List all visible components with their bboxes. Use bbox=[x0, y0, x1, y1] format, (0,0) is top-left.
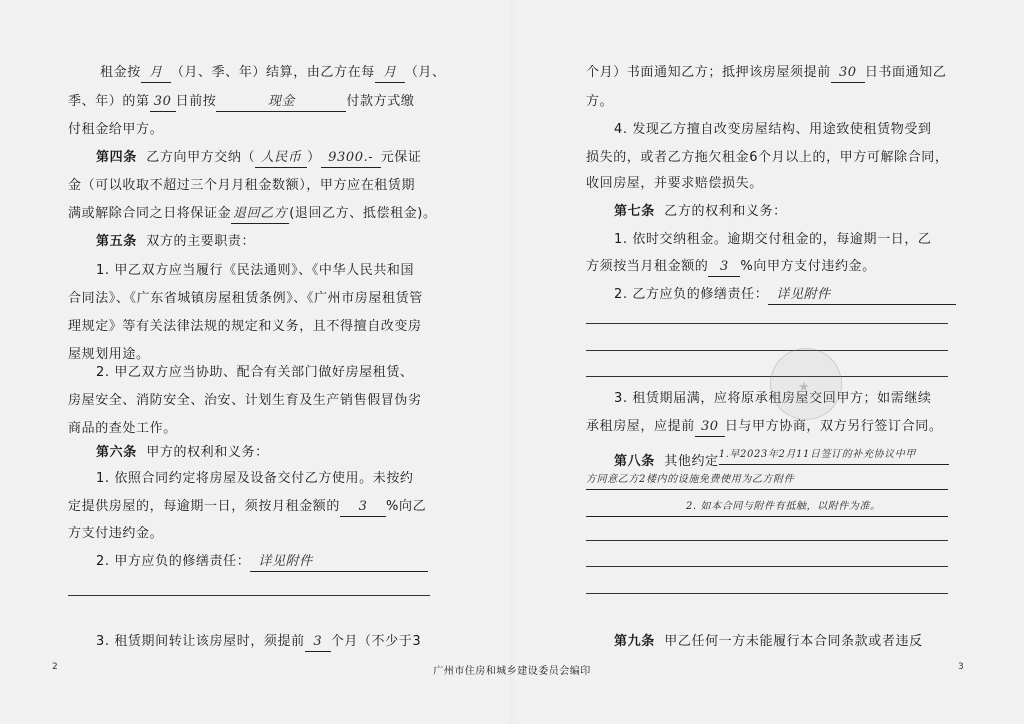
right-page bbox=[512, 0, 1024, 724]
article-6: 第六条 甲方的权利和义务： bbox=[96, 445, 269, 460]
tenant-repair-field: 详见附件 bbox=[768, 286, 956, 305]
article-4: 第四条 乙方向甲方交纳（ 人民币 ） 9300.- 元保证 bbox=[96, 149, 422, 168]
text-line: 3. 租赁期届满，应将原承租房屋交回甲方；如需继续 bbox=[614, 391, 932, 406]
text-line: 1. 甲乙双方应当履行《民法通则》、《中华人民共和国 bbox=[96, 263, 415, 278]
text-line: 方。 bbox=[586, 94, 614, 109]
blank-line bbox=[586, 593, 948, 594]
article-heading: 第六条 bbox=[96, 445, 137, 460]
text-line: 商品的查处工作。 bbox=[68, 421, 177, 436]
text-line: 收回房屋，并要求赔偿损失。 bbox=[586, 176, 763, 191]
text-line: 1. 依时交纳租金。逾期交付租金的，每逾期一日，乙 bbox=[614, 232, 932, 247]
pay-day-field: 30 bbox=[150, 93, 176, 112]
renewal-days-field: 30 bbox=[695, 418, 725, 437]
article-9: 第九条 甲乙任何一方未能履行本合同条款或者违反 bbox=[614, 634, 923, 649]
stamp-star-icon: ★ bbox=[798, 380, 810, 395]
page-number-right: 3 bbox=[958, 662, 964, 672]
article-heading: 第九条 bbox=[614, 634, 655, 649]
pay-cycle-field: 月 bbox=[375, 64, 405, 83]
notice-months-field: 3 bbox=[305, 633, 331, 652]
publisher-footer: 广州市住房和城乡建设委员会编印 bbox=[433, 666, 591, 677]
repair-responsibility-field: 详见附件 bbox=[250, 553, 428, 572]
text-line: 金（可以收取不超过三个月月租金数额），甲方应在租赁期 bbox=[68, 178, 416, 193]
text-line bbox=[586, 470, 948, 490]
article-heading: 第八条 bbox=[614, 454, 655, 469]
other-terms-field: 1.早2023年2月11日签订的补充协议中甲 bbox=[719, 446, 949, 465]
blank-line bbox=[586, 540, 948, 541]
other-terms-field: 2. 如本合同与附件有抵触，以附件为准。 bbox=[586, 498, 948, 517]
payment-method-field: 现金 bbox=[216, 93, 346, 112]
text-line: 合同法》、《广东省城镇房屋租赁条例》、《广州市房屋租赁管 bbox=[68, 291, 423, 306]
blank-line bbox=[586, 350, 948, 351]
text-line: 付租金给甲方。 bbox=[68, 122, 164, 137]
text-line: 2. 甲方应负的修缮责任： 详见附件 bbox=[96, 553, 428, 572]
article-7: 第七条 乙方的权利和义务： bbox=[614, 204, 787, 219]
blank-line bbox=[586, 323, 948, 324]
text-line: 屋规划用途。 bbox=[68, 347, 150, 362]
deposit-handling-field: 退回乙方 bbox=[231, 205, 289, 224]
tenant-penalty-rate-field: 3 bbox=[708, 258, 740, 277]
text-line: 2. 甲乙双方应当协助、配合有关部门做好房屋租赁、 bbox=[96, 365, 414, 380]
text-line: 租金按 月 （月、季、年）结算，由乙方在每 月 （月、 bbox=[100, 64, 446, 83]
article-heading: 第四条 bbox=[96, 150, 137, 165]
article-heading: 第七条 bbox=[614, 204, 655, 219]
text-line: 3. 租赁期间转让该房屋时，须提前 3 个月（不少于3 bbox=[96, 633, 421, 652]
text-line: 方支付违约金。 bbox=[68, 526, 164, 541]
rent-cycle-field: 月 bbox=[141, 64, 171, 83]
article-heading: 第五条 bbox=[96, 234, 137, 249]
text-line: 4. 发现乙方擅自改变房屋结构、用途致使租赁物受到 bbox=[614, 122, 932, 137]
mortgage-notice-days-field: 30 bbox=[831, 64, 865, 83]
text-line: 承租房屋，应提前 30 日与甲方协商，双方另行签订合同。 bbox=[586, 418, 942, 437]
text-line: 个月）书面通知乙方；抵押该房屋须提前 30 日书面通知乙 bbox=[586, 64, 946, 83]
article-5: 第五条 双方的主要职责： bbox=[96, 234, 256, 249]
blank-line bbox=[586, 376, 948, 377]
text-line: 季、年）的第 30 日前按 现金 付款方式缴 bbox=[68, 93, 414, 112]
blank-line bbox=[586, 566, 948, 567]
penalty-rate-field: 3 bbox=[340, 498, 386, 517]
text-line: 方须按当月租金额的 3 %向甲方支付违约金。 bbox=[586, 258, 876, 277]
currency-field: 人民币 bbox=[255, 149, 307, 168]
deposit-amount-field: 9300.- bbox=[321, 149, 381, 168]
text-line: 损失的，或者乙方拖欠租金6个月以上的，甲方可解除合同， bbox=[586, 150, 949, 165]
text-line: 理规定》等有关法律法规的规定和义务，且不得擅自改变房 bbox=[68, 319, 422, 334]
text-line: 1. 依照合同约定将房屋及设备交付乙方使用。未按约 bbox=[96, 471, 414, 486]
text-line bbox=[586, 497, 948, 517]
other-terms-field: 方同意乙方2楼内的设施免费使用为乙方附件 bbox=[586, 471, 948, 490]
text-line: 满或解除合同之日将保证金 退回乙方 (退回乙方、抵偿租金)。 bbox=[68, 205, 437, 224]
page-number-left: 2 bbox=[52, 662, 58, 672]
text-line: 房屋安全、消防安全、治安、计划生育及生产销售假冒伪劣 bbox=[68, 393, 422, 408]
text-line: 2. 乙方应负的修缮责任： 详见附件 bbox=[614, 286, 956, 305]
blank-line bbox=[68, 595, 430, 596]
text-line: 定提供房屋的，每逾期一日，须按月租金额的 3 %向乙 bbox=[68, 498, 426, 517]
article-8: 第八条 其他约定1.早2023年2月11日签订的补充协议中甲 bbox=[614, 446, 949, 471]
